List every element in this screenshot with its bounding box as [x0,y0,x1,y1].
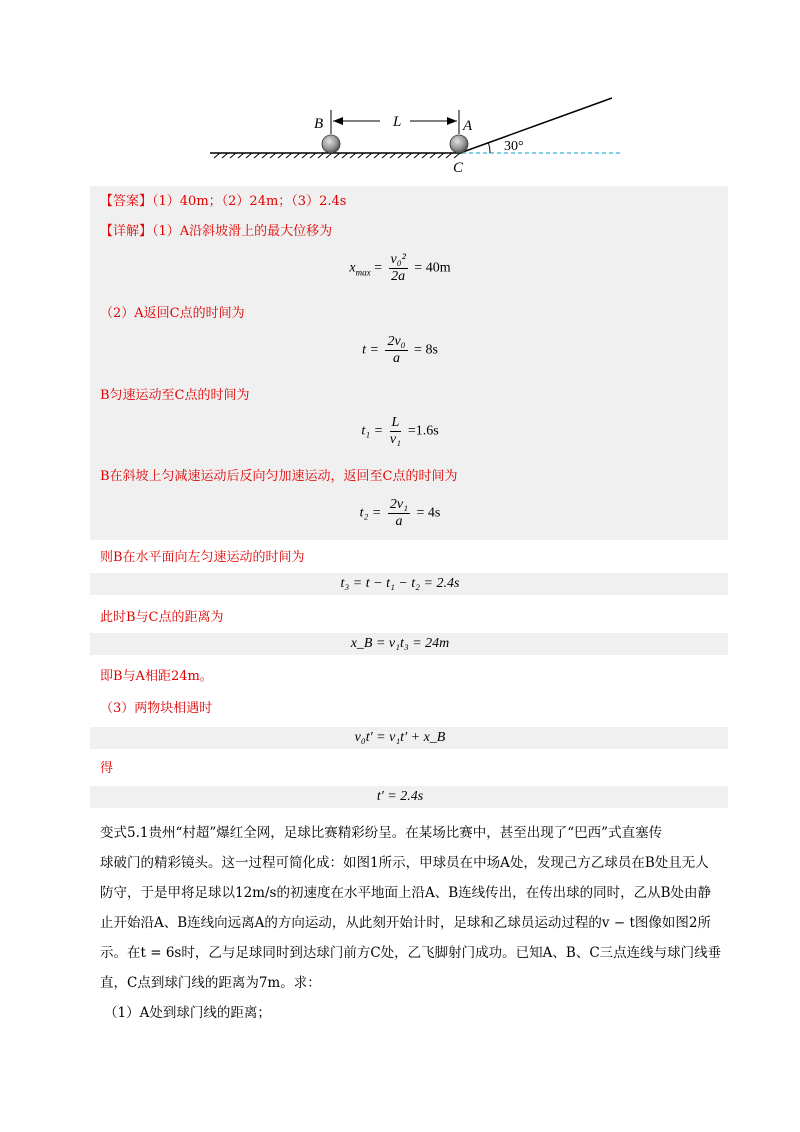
label-a: A [463,118,473,134]
detail-line-3 [100,387,250,405]
f1-num: v₀² [390,252,406,267]
angle-arc [488,142,490,153]
f2-rhs: = 8s [414,342,438,358]
detail-s5: 则B在水平面向左匀速运动的时间为 [100,550,305,565]
incline-diagram [200,88,630,178]
label-b: B [314,116,324,132]
f3-lhs: t₁ = [361,423,384,439]
formula-4 [0,497,800,530]
f3-den: v₁ [389,432,401,447]
detail-line-7 [100,668,213,686]
arrow-left-head [333,117,343,125]
arrow-right-head [447,117,457,125]
detail-s2: （2）A返回C点的时间为 [100,306,245,321]
answer-tag: 【答案】 [100,194,153,209]
problem-line-3: 防守，于是甲将足球以12m/s的初速度在水平地面上沿A、B连线传出，在传出球的同时，乙从B处由静 [100,885,712,901]
f1-rhs: = 40m [414,260,451,276]
incline-line [460,98,612,153]
label-c: C [453,160,464,176]
answer-line [100,193,346,211]
detail-line-8 [100,700,212,718]
detail-s3: B匀速运动至C点的时间为 [100,388,250,403]
f1-lhs: x [349,260,356,276]
f1-sub: max [355,267,371,278]
formula-2 [0,334,800,367]
question-1: （1）A处到球门线的距离； [104,1005,271,1021]
f4-den: a [395,514,403,529]
detail-s1: （1）A沿斜坡滑上的最大位移为 [152,224,333,239]
f4-rhs: = 4s [416,505,441,521]
detail-line-9 [100,760,113,778]
f3-frac [390,415,402,448]
problem-line-4: 止开始沿A、B连线向远离A的方向运动，从此刻开始计时，足球和乙球员运动过程的v − t图像如图2所 [100,915,711,931]
ball-a [450,135,468,153]
formula-1: $x_{max}$ = $\frac{\text{v₀²}}{2a}$ = 40m [349,252,451,284]
f4-lhs: t₂ = [359,505,382,521]
f1-frac [389,252,408,285]
answer-text: （1）40m；（2）24m；（3）2.4s [152,194,347,209]
label-angle: 30° [504,139,524,154]
detail-s7: 即B与A相距24m。 [100,669,213,684]
problem-paragraph [100,818,728,1028]
detail-tag: 【详解】 [100,224,153,239]
detail-s4: B在斜坡上匀减速运动后反向匀加速运动，返回至C点的时间为 [100,469,458,484]
f3-num: L [391,415,400,430]
detail-s6: 此时B与C点的距离为 [100,610,224,625]
f2-frac [385,334,407,367]
formula-8: v₀t′ = v₁t′ + x_B [354,730,446,745]
f2-num: 2v₀ [387,334,406,349]
f2-den: a [393,351,400,366]
formula-6: x_B = v₁t₃ = 24m [350,636,450,651]
detail-s9: 得 [100,761,114,776]
ball-b [322,135,340,153]
f4-num: 2v₁ [389,497,408,512]
problem-line-5: 示。在t = 6s时，乙与足球同时到达球门前方C处，乙飞脚射门成功。已知A、B、C三点连线与球门线垂 [100,945,722,961]
f2-lhs: t = [362,342,379,358]
formula-5: t₃ = t − t₁ − t₂ = 2.4s [340,576,460,591]
detail-line-1 [100,223,332,241]
problem-line-2: 球破门的精彩镜头。这一过程可简化成：如图1所示，甲球员在中场A处，发现己方乙球员在B处且无人 [100,855,709,871]
problem-line-6: 直，C点到球门线的距离为7m。求： [100,975,321,991]
incline-svg [200,88,630,178]
detail-line-6 [100,609,224,627]
formula-9: t′ = 2.4s [376,789,424,804]
detail-line-4 [100,468,458,486]
problem-line-1: 变式5.1贵州“村超”爆红全网，足球比赛精彩纷呈。在某场比赛中，甚至出现了“巴西”式直塞传 [100,825,663,841]
detail-line-5 [100,549,305,567]
formula-3 [0,415,800,448]
f3-rhs: =1.6s [407,423,439,439]
f4-frac [388,497,410,530]
detail-line-2 [100,305,245,323]
f1-den: 2a [391,269,406,284]
label-l: L [393,114,402,130]
detail-s8: （3）两物块相遇时 [100,701,213,716]
